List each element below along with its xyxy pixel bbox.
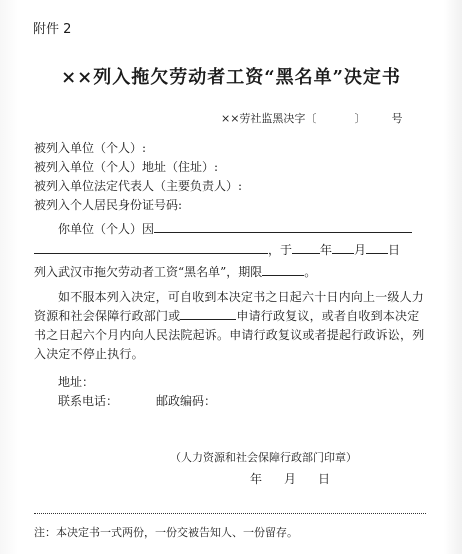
address-label: 地址： bbox=[58, 375, 95, 389]
cause-blank bbox=[154, 220, 412, 233]
doc-number-prefix: ××劳社监黑决字 bbox=[221, 112, 306, 125]
field-unit-address: 被列入单位（个人）地址（住址）: bbox=[34, 160, 219, 174]
date-prefix: ，于 bbox=[268, 243, 293, 257]
attachment-label: 附件 2 bbox=[33, 22, 72, 37]
field-id-number: 被列入个人居民身份证号码: bbox=[34, 198, 183, 212]
cause-blank-continued bbox=[34, 241, 268, 254]
period-blank bbox=[262, 263, 304, 276]
cause-prefix: 你单位（个人）因 bbox=[58, 222, 155, 236]
sign-day: 日 bbox=[318, 472, 331, 486]
phone-label: 联系电话： bbox=[58, 394, 119, 408]
doc-number-open-bracket: 〔 bbox=[305, 112, 317, 125]
footnote: 注：本决定书一式两份，一份交被告知人、一份留存。 bbox=[34, 526, 298, 539]
period-end: 。 bbox=[304, 265, 317, 279]
seal-text: （人力资源和社会保障行政部门印章） bbox=[170, 451, 357, 464]
document-number bbox=[221, 110, 402, 126]
sign-date bbox=[250, 470, 330, 487]
appeal-authority-blank bbox=[180, 307, 236, 320]
list-text: 列入武汉市拖欠劳动者工资“黑名单”，期限 bbox=[34, 265, 263, 279]
appeal-text-part1: 如不服本列入决定，可自收到本决定书之日起六十日内向上一级人力资源和社会保障行政部门或 bbox=[34, 290, 425, 323]
postal-code-label: 邮政编码： bbox=[156, 394, 217, 408]
document-title: ××列入拖欠劳动者工资“黑名单”决定书 bbox=[61, 67, 401, 88]
month-blank bbox=[332, 241, 354, 254]
list-line bbox=[34, 263, 316, 280]
year-blank bbox=[292, 241, 320, 254]
field-listed-unit: 被列入单位（个人）: bbox=[34, 141, 147, 155]
sign-year: 年 bbox=[250, 472, 263, 486]
field-legal-representative: 被列入单位法定代表人（主要负责人）: bbox=[34, 179, 243, 193]
doc-number-close-bracket: 〕 bbox=[354, 112, 366, 125]
year-label: 年 bbox=[320, 243, 333, 257]
footnote-divider bbox=[34, 513, 426, 514]
doc-number-suffix: 号 bbox=[391, 112, 403, 125]
appeal-paragraph bbox=[34, 288, 426, 364]
day-blank bbox=[366, 241, 388, 254]
sign-month: 月 bbox=[284, 472, 297, 486]
month-label: 月 bbox=[354, 243, 367, 257]
date-line bbox=[34, 241, 400, 258]
cause-line bbox=[58, 220, 412, 237]
day-label: 日 bbox=[388, 243, 401, 257]
appeal-text-part2: 申请行政复议，或者自收到本决定书之日起六个月内向人民法院起诉。申请行政复议或者提起行政诉讼，列入决定不停止执行。 bbox=[34, 309, 425, 361]
